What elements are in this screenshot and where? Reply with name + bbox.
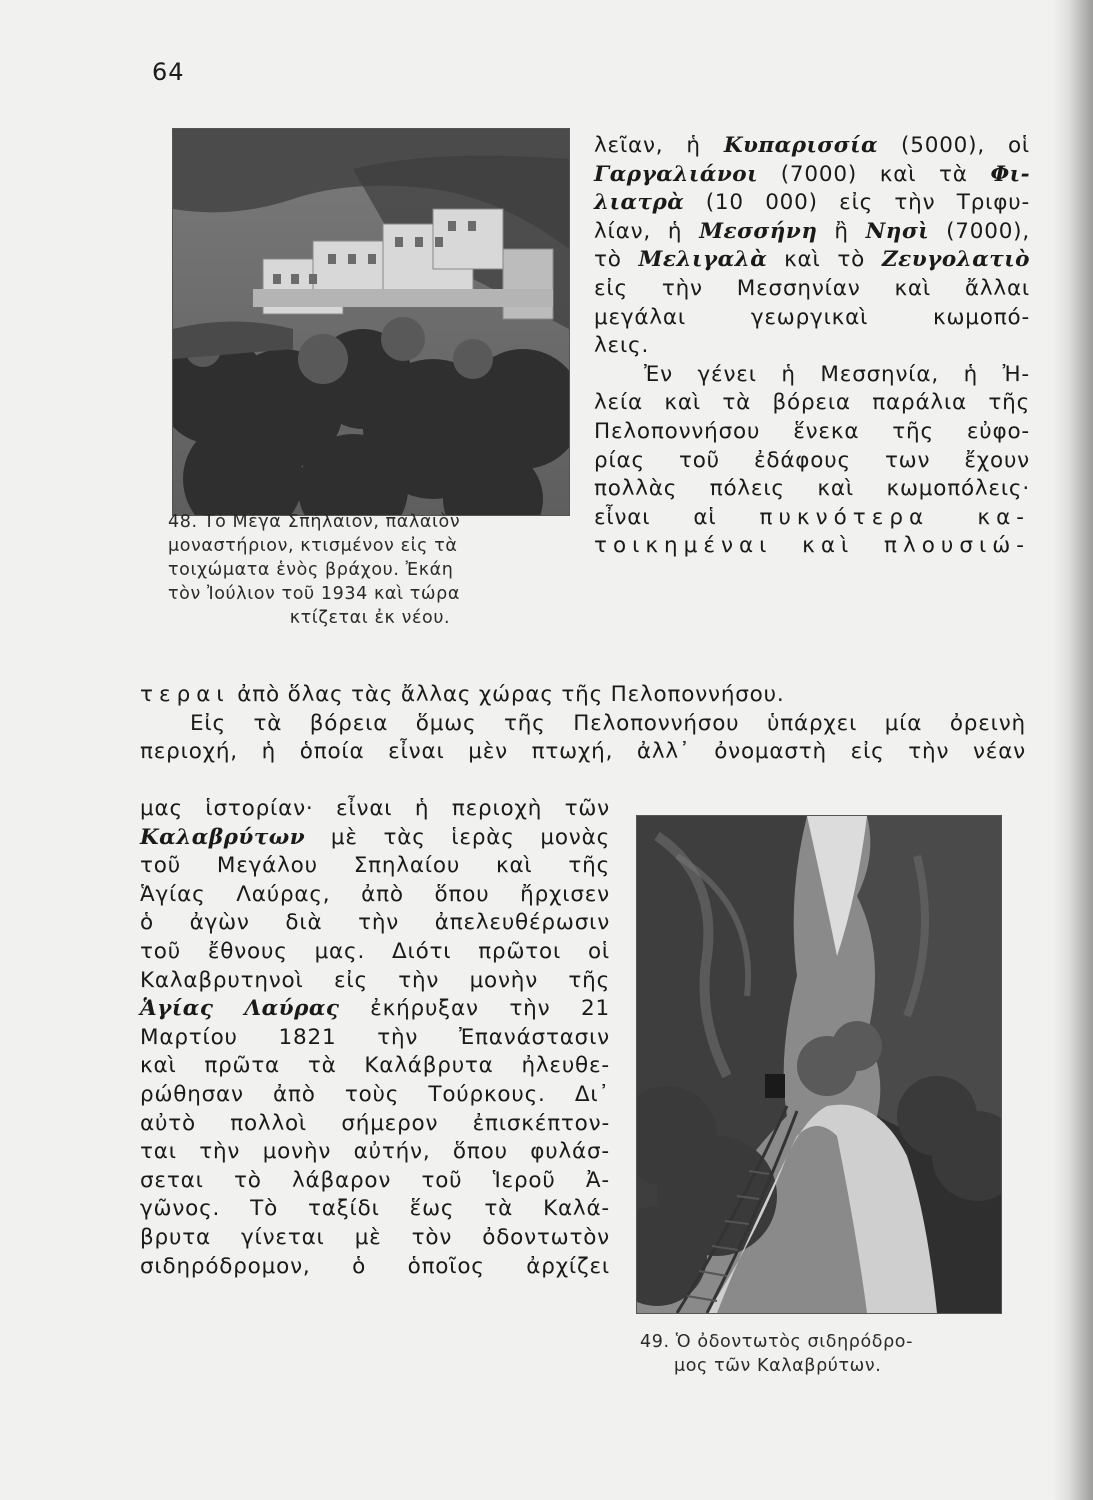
text-line: σεται τὸ λάβαρον τοῦ Ἱεροῦ Ἀ-: [140, 1167, 610, 1193]
text-line: λεῖαν, ἡ Κυπαρισσία (5000), οἱ: [594, 133, 1030, 158]
text-line: εἶναι αἱ πυκνότερα κα-: [594, 504, 1030, 530]
text-line: Εἰς τὰ βόρεια ὅμως τῆς Πελοποννήσου ὑπάρχει μία ὀρεινὴ: [190, 710, 1026, 736]
text-line: Πελοποννήσου ἕνεκα τῆς εὐφο-: [594, 418, 1030, 444]
figure-48-image: [172, 128, 570, 516]
caption-line: 48. Τὸ Μέγα Σπήλαιον, παλαιὸν: [168, 512, 461, 532]
right-column-text: [594, 132, 1030, 561]
railway-gorge-photo-illustration: [637, 816, 1001, 1313]
text-line: βρυτα γίνεται μὲ τὸν ὀδοντωτὸν: [140, 1224, 610, 1250]
text-line: ρίας τοῦ ἐδάφους των ἔχουν: [594, 447, 1030, 473]
caption-line: μος τῶν Καλαβρύτων.: [674, 1356, 882, 1376]
text-line: καὶ πρῶτα τὰ Καλάβρυτα ἠλευθε-: [140, 1053, 610, 1079]
text-line: εἰς τὴν Μεσσηνίαν καὶ ἄλλαι: [594, 275, 1030, 301]
caption-line: κτίζεται ἐκ νέου.: [289, 608, 451, 628]
text-line: αὐτὸ πολλοὶ σήμερον ἐπισκέπτον-: [140, 1110, 610, 1136]
text-line: τοῦ Μεγάλου Σπηλαίου καὶ τῆς: [140, 853, 610, 879]
caption-line: τοιχώματα ἑνὸς βράχου. Ἐκάη: [168, 560, 454, 580]
text-line: ὁ ἀγὼν διὰ τὴν ἀπελευθέρωσιν: [140, 910, 610, 936]
text-line: λιατρὰ (10 000) εἰς τὴν Τριφυ-: [594, 190, 1030, 216]
page-number: 64: [152, 58, 185, 86]
text-line: σιδηρόδρομον, ὁ ὁποῖος ἀρχίζει: [140, 1253, 610, 1279]
text-line: γῶνος. Τὸ ταξίδι ἕως τὰ Καλά-: [140, 1196, 610, 1222]
text-line: τεραι ἀπὸ ὅλας τὰς ἄλλας χώρας τῆς Πελοποννήσου.: [140, 682, 785, 707]
text-line: λεία καὶ τὰ βόρεια παράλια τῆς: [594, 390, 1030, 416]
text-line: τοικημέναι καὶ πλουσιώ-: [594, 533, 1030, 559]
left-column-text: [140, 795, 610, 1281]
full-width-text: [140, 681, 1026, 767]
text-line: ται τὴν μονὴν αὐτήν, ὅπου φυλάσ-: [140, 1139, 610, 1165]
text-line: Ἐν γένει ἡ Μεσσηνία, ἡ Ἠ-: [644, 361, 1030, 387]
text-line: πολλὰς πόλεις καὶ κωμοπόλεις·: [594, 476, 1030, 502]
caption-line: 49. Ὁ ὀδοντωτὸς σιδηρόδρο-: [640, 1332, 914, 1352]
text-line: μεγάλαι γεωργικαὶ κωμοπό-: [594, 304, 1030, 330]
text-line: Γαργαλιάνοι (7000) καὶ τὰ Φι-: [594, 161, 1030, 187]
text-line: λεις.: [594, 333, 650, 359]
figure-48-caption: [168, 510, 572, 630]
text-line: μας ἱστορίαν· εἶναι ἡ περιοχὴ τῶν: [140, 796, 610, 821]
figure-49-caption: [640, 1330, 1000, 1378]
figure-49-image: [636, 815, 1002, 1314]
monastery-photo-illustration: [173, 129, 569, 515]
text-line: Ἁγίας Λαύρας ἐκήρυξαν τὴν 21: [140, 996, 611, 1022]
text-line: τοῦ ἔθνους μας. Διότι πρῶτοι οἱ: [140, 938, 610, 964]
text-line: τὸ Μελιγαλὰ καὶ τὸ Ζευγολατιὸ: [594, 247, 1030, 273]
text-line: Ἁγίας Λαύρας, ἀπὸ ὅπου ἤρχισεν: [140, 881, 610, 907]
text-line: περιοχή, ἡ ὁποία εἶναι μὲν πτωχή, ἀλλ᾽ ὀνομαστὴ εἰς τὴν νέαν: [140, 739, 1026, 765]
text-line: Μαρτίου 1821 τὴν Ἐπανάστασιν: [140, 1024, 610, 1050]
text-line: λίαν, ἡ Μεσσήνη ἢ Νησὶ (7000),: [594, 218, 1031, 244]
text-line: Καλαβρύτων μὲ τὰς ἱερὰς μονὰς: [140, 824, 610, 850]
page-edge-shadow: [1053, 0, 1093, 1500]
caption-line: μοναστήριον, κτισμένον εἰς τὰ: [168, 536, 458, 556]
caption-line: τὸν Ἰούλιον τοῦ 1934 καὶ τώρα: [168, 584, 460, 604]
text-line: ρώθησαν ἀπὸ τοὺς Τούρκους. Δι᾽: [140, 1081, 610, 1107]
text-line: Καλαβρυτηνοὶ εἰς τὴν μονὴν τῆς: [140, 967, 610, 993]
